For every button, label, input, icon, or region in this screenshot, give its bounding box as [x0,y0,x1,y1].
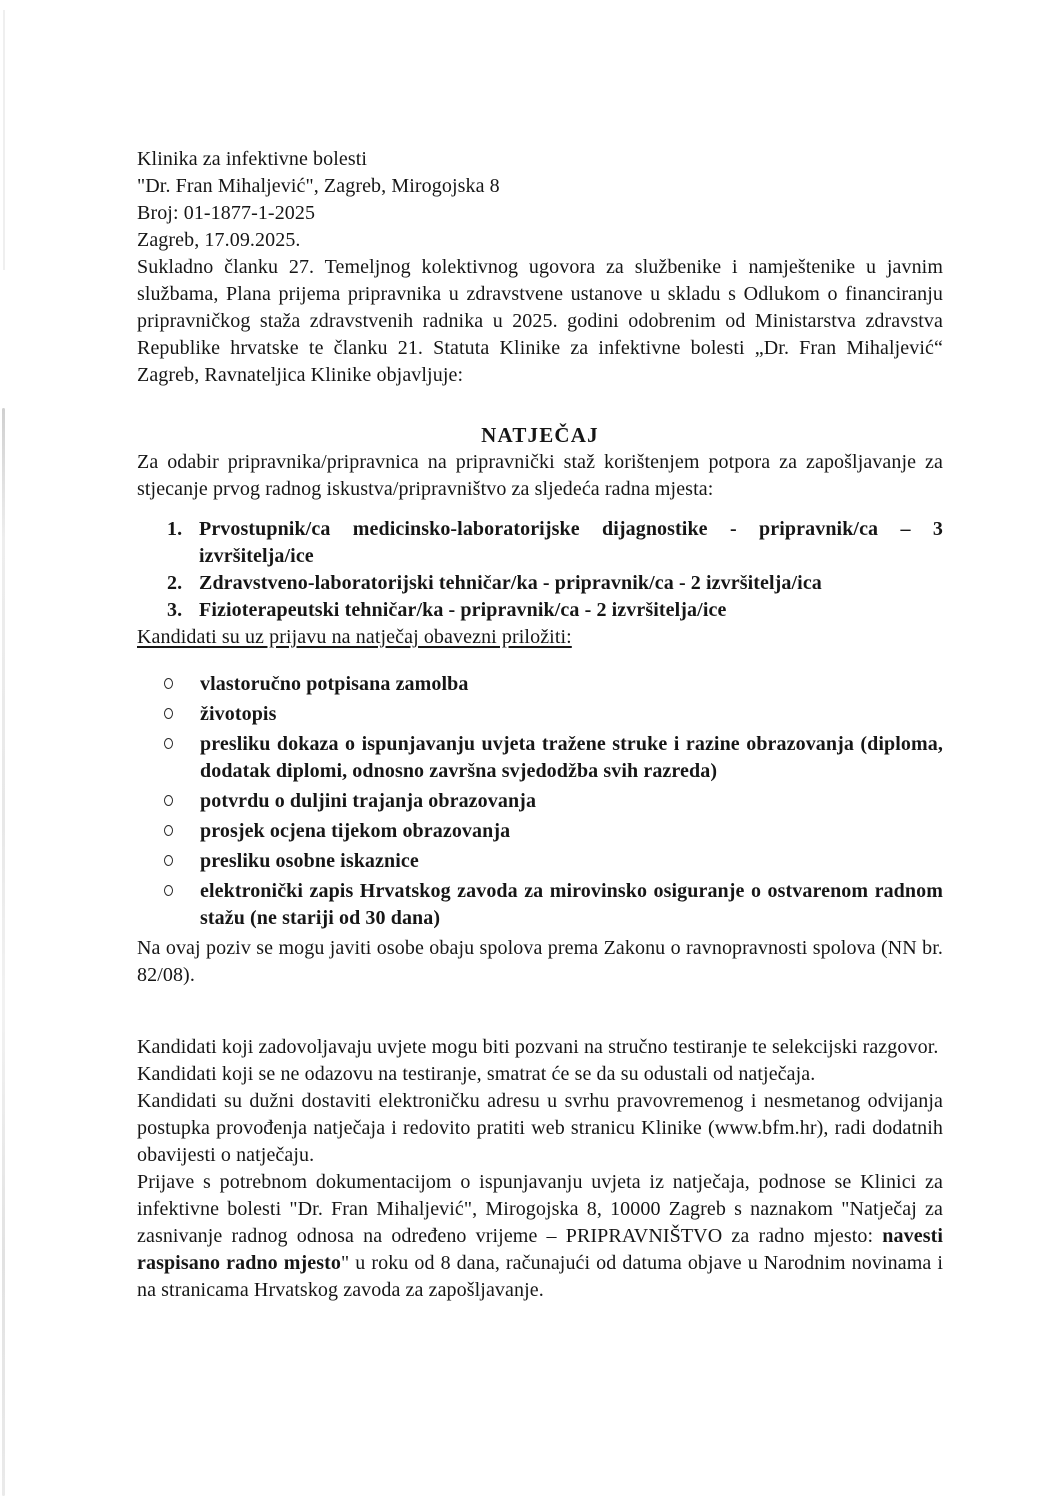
list-item [137,878,943,932]
equality-paragraph: Na ovaj poziv se mogu javiti osobe obaju spolova prema Zakonu o ravnopravnosti spolova (NN br. 82/08). [137,937,943,986]
list-item [137,570,943,597]
closing-text-bold: navesti raspisano radno mjesto [137,1225,943,1274]
testing-paragraph-3: Kandidati su dužni dostaviti elektroničku adresu u svrhu pravovremenog i nesmetanog odvijanja postupka provođenja natječaja i redovito pratiti web stranicu Klinike (www.bfm.hr), radi dodatnih obavijesti o natječaju. [137,1090,943,1166]
closing-paragraph [137,1169,943,1304]
list-item [137,701,943,728]
position-text: Prvostupnik/ca medicinsko-laboratorijske dijagnostike - pripravnik/ca – 3 izvršitelja/ice [199,518,943,567]
position-text: Fizioterapeutski tehničar/ka - pripravnik/ca - 2 izvršitelja/ice [199,599,727,621]
position-text: Zdravstveno-laboratorijski tehničar/ka - pripravnik/ca - 2 izvršitelja/ica [199,572,822,594]
org-address: "Dr. Fran Mihaljević", Zagreb, Mirogojska 8 [137,175,500,197]
closing-text-start: Prijave s potrebnom dokumentacijom o ispunjavanju uvjeta iz natječaja, podnose se Klinici za infektivne bolesti "Dr. Fran Mihaljević", Mirogojska 8, 10000 Zagreb s naznakom "Natječaj za zasnivanje radnog odnosa na određeno vrijeme – PRIPRAVNIŠTVO za radno mjesto: [137,1171,943,1247]
requirement-text: potvrdu o duljini trajanja obrazovanja [200,790,537,812]
list-number: 2. [167,572,183,594]
list-item [137,818,943,845]
positions-list [137,516,943,624]
requirement-text: vlastoručno potpisana zamolba [200,673,469,695]
scan-edge-artifact [2,408,5,1496]
requirement-text: prosjek ocjena tijekom obrazovanja [200,820,511,842]
org-name: Klinika za infektivne bolesti [137,148,368,170]
lead-paragraph: Za odabir pripravnika/pripravnica na pripravnički staž korištenjem potpora za zapošljavanje za stjecanje prvog radnog iskustva/pripravništvo za sljedeća radna mjesta: [137,451,943,500]
requirements-heading: Kandidati su uz prijavu na natječaj obavezni priložiti: [137,626,572,648]
circle-bullet-icon [164,818,200,836]
requirement-text: presliku dokaza o ispunjavanju uvjeta tražene struke i razine obrazovanja (diploma, dodatak diplomi, odnosno završna svjedodžba svih razreda) [200,733,943,782]
reference-number: Broj: 01-1877-1-2025 [137,202,316,224]
requirement-text: životopis [200,703,277,725]
testing-paragraph-2: Kandidati koji se ne odazovu na testiranje, smatrat će se da su odustali od natječaja. [137,1063,816,1085]
circle-bullet-icon [164,671,200,689]
date-line: Zagreb, 17.09.2025. [137,229,301,251]
list-number: 3. [167,599,183,621]
list-item [137,671,943,698]
list-item [137,516,943,570]
requirement-text: presliku osobne iskaznice [200,850,419,872]
circle-bullet-icon [164,788,200,806]
letterhead [137,146,943,254]
circle-bullet-icon [164,731,200,749]
testing-block [137,1034,943,1169]
page-title: NATJEČAJ [481,423,599,447]
list-item [137,788,943,815]
document-content [137,146,943,1304]
testing-paragraph-1: Kandidati koji zadovoljavaju uvjete mogu biti pozvani na stručno testiranje te selekcijski razgovor. [137,1036,939,1058]
list-item [137,731,943,785]
closing-text-end: " u roku od 8 dana, računajući od datuma objave u Narodnim novinama i na stranicama Hrvatskog zavoda za zapošljavanje. [137,1252,943,1301]
scan-edge-artifact-top [3,10,5,270]
requirements-list [137,671,943,932]
circle-bullet-icon [164,701,200,719]
list-number: 1. [167,518,183,540]
list-item [137,848,943,875]
list-item [137,597,943,624]
circle-bullet-icon [164,878,200,896]
intro-paragraph: Sukladno članku 27. Temeljnog kolektivnog ugovora za službenike i namještenike u javnim službama, Plana prijema pripravnika u zdravstvene ustanove u skladu s Odlukom o financiranju pripravničkog staža zdravstvenih radnika u 2025. godini odobrenim od Ministarstva zdravstva Republike hrvatske te članku 21. Statuta Klinike za infektivne bolesti „Dr. Fran Mihaljević“ Zagreb, Ravnateljica Klinike objavljuje: [137,256,943,386]
circle-bullet-icon [164,848,200,866]
requirement-text: elektronički zapis Hrvatskog zavoda za mirovinsko osiguranje o ostvarenom radnom stažu (ne stariji od 30 dana) [200,880,943,929]
